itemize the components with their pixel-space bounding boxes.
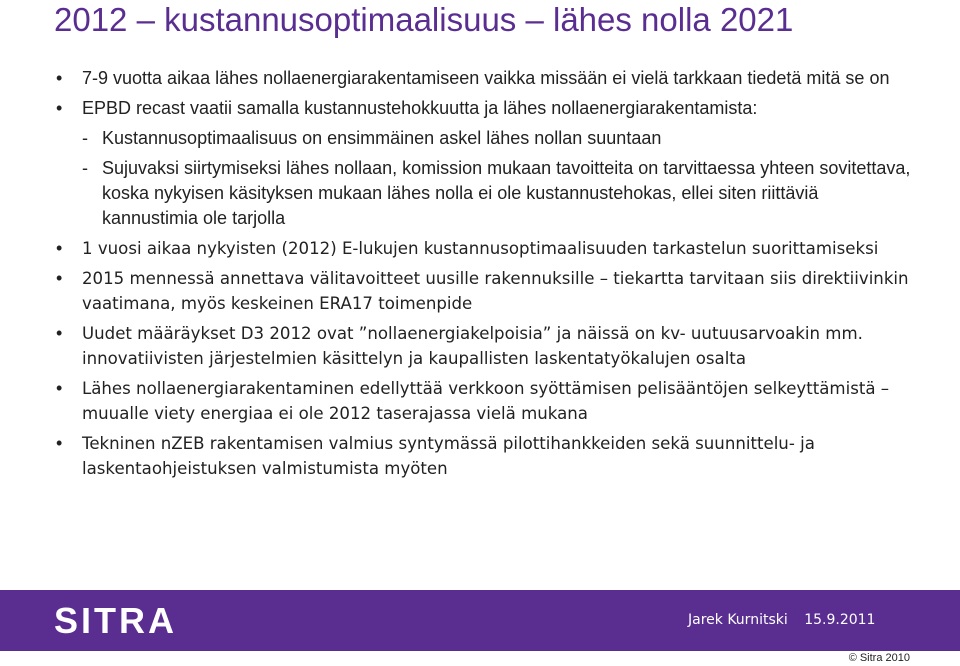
list-item xyxy=(56,96,916,121)
presentation-date: 15.9.2011 xyxy=(804,612,876,628)
bullet-marker: • xyxy=(56,238,63,258)
sitra-logo: SITRA xyxy=(54,600,177,641)
bullet-marker: • xyxy=(56,68,63,88)
list-item-text: 1 vuosi aikaa nykyisten (2012) E-lukujen kustannusoptimaalisuuden tarkastelun suorittamiseksi xyxy=(82,239,879,258)
list-item-text: Tekninen nZEB rakentamisen valmius syntymässä pilottihankkeiden sekä suunnittelu- ja laskentaohjeistuksen valmistumista myöten xyxy=(82,434,815,478)
list-item xyxy=(56,266,916,316)
bullet-marker: • xyxy=(56,323,63,343)
list-item-text: Sujuvaksi siirtymiseksi lähes nollaan, komission mukaan tavoitteita on tarvittaessa yhteen sovitettava, koska nykyisen käsityksen mukaan lähes nolla ei ole kustannustehokas, ellei siten riittäviä kannustimia ole tarjolla xyxy=(102,158,911,228)
bullet-marker: • xyxy=(56,268,63,288)
presenter-name: Jarek Kurnitski xyxy=(688,612,788,628)
list-item-text: 2015 mennessä annettava välitavoitteet uusille rakennuksille – tiekartta tarvitaan siis direktiivinkin vaatimana, myös keskeinen ERA17 toimenpide xyxy=(82,269,909,313)
bullet-marker: • xyxy=(56,98,63,118)
dash-marker: - xyxy=(82,128,88,148)
copyright-text: © Sitra 2010 xyxy=(848,652,910,664)
list-item xyxy=(56,126,916,151)
list-item-text: Uudet määräykset D3 2012 ovat ”nollaenergiakelpoisia” ja näissä on kv- uutuusarvoakin mm. innovatiivisten järjestelmien käsittelyn ja kaupallisten laskentatyökalujen osalta xyxy=(82,324,863,368)
list-item-text: EPBD recast vaatii samalla kustannustehokkuutta ja lähes nollaenergiarakentamista: xyxy=(82,98,758,118)
bullet-marker: • xyxy=(56,378,63,398)
dash-marker: - xyxy=(82,158,88,178)
list-item xyxy=(56,66,916,91)
list-item xyxy=(56,431,916,481)
footer-info xyxy=(688,612,875,628)
list-item-text: Kustannusoptimaalisuus on ensimmäinen askel lähes nollan suuntaan xyxy=(102,128,662,148)
list-item xyxy=(56,321,916,371)
slide-title: 2012 – kustannusoptimaalisuus – lähes nolla 2021 xyxy=(54,1,794,38)
bullet-list xyxy=(56,66,916,481)
footer-bar xyxy=(0,590,960,651)
list-item xyxy=(56,236,916,261)
list-item-text: Lähes nollaenergiarakentaminen edellyttää verkkoon syöttämisen pelisääntöjen selkeyttämistä – muualle viety energiaa ei ole 2012 taserajassa vielä mukana xyxy=(82,379,890,423)
bullet-marker: • xyxy=(56,433,63,453)
list-item-text: 7-9 vuotta aikaa lähes nollaenergiarakentamiseen vaikka missään ei vielä tarkkaan tiedetä mitä se on xyxy=(82,68,890,88)
list-item xyxy=(56,156,916,231)
list-item xyxy=(56,376,916,426)
